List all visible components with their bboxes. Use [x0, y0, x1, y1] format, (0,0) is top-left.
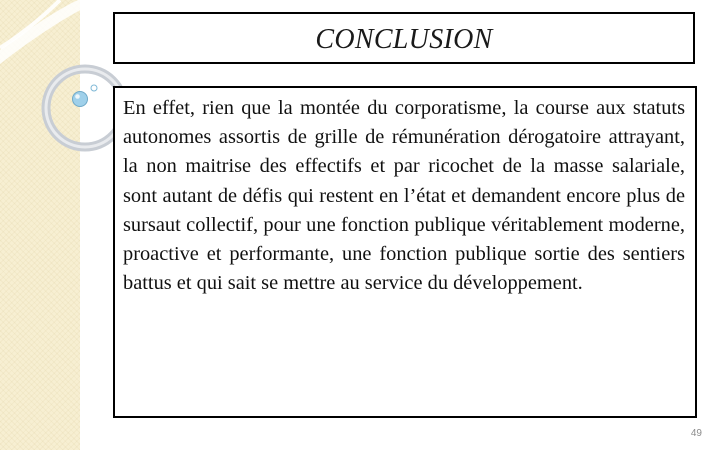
title-box	[113, 12, 695, 64]
page-number: 49	[690, 428, 702, 439]
body-paragraph: En effet, rien que la montée du corporatisme, la course aux statuts autonomes assortis de grille de rémunération dérogatoire attrayant, la non maitrise des effectifs et par ricochet de la masse salariale, sont autant de défis qui restent en l’état et demandent encore plus de sursaut collectif, pour une fonction publique véritablement moderne, proactive et performante, une fonction publique sortie des sentiers battus et qui sait se mettre au service du développement.	[123, 97, 685, 295]
slide-title: CONCLUSION	[315, 24, 493, 55]
content-box	[113, 86, 697, 418]
